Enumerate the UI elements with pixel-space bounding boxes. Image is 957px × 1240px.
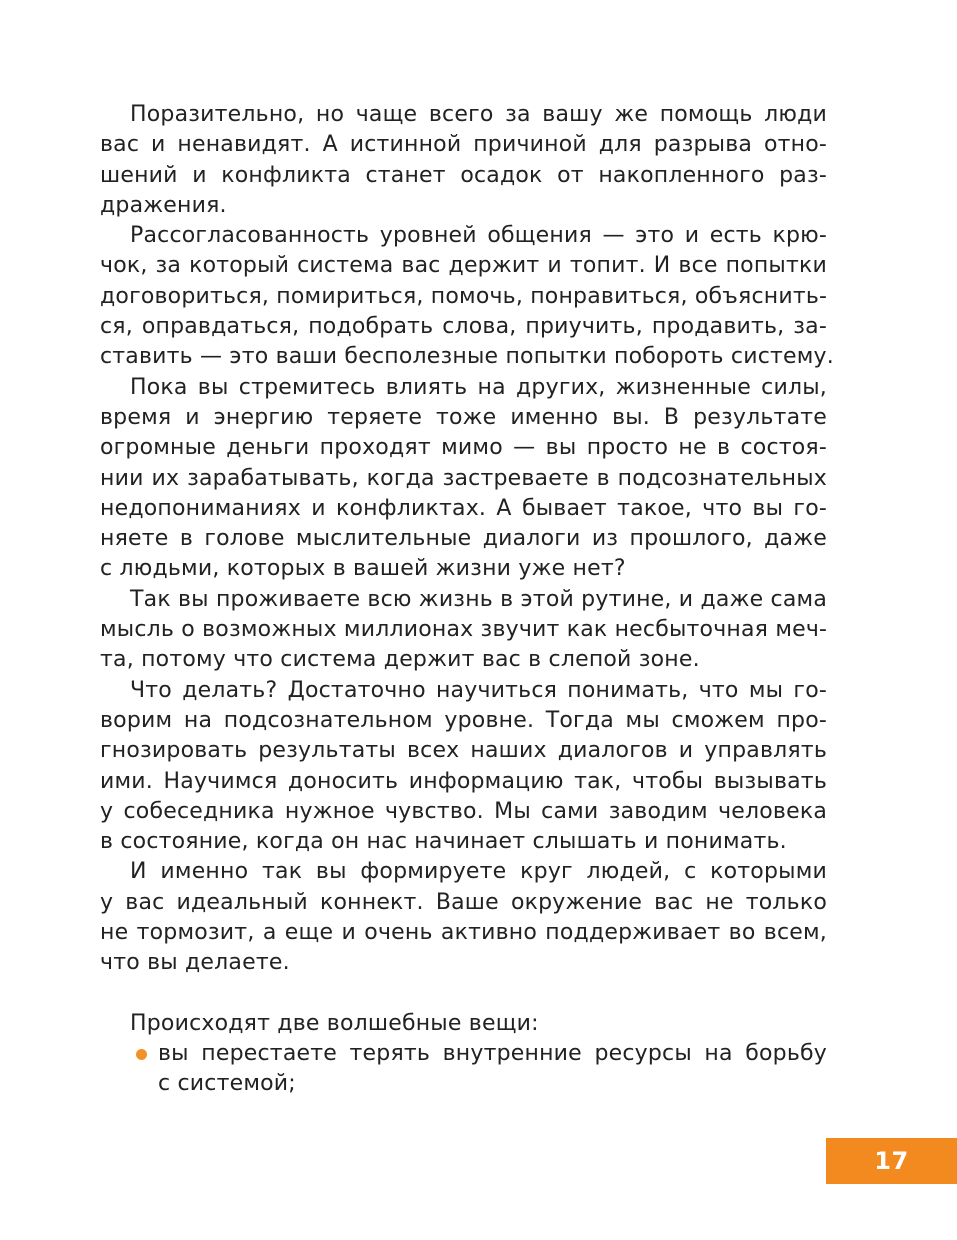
page-number-badge — [826, 1138, 957, 1184]
text-line: время и энергию теряете тоже именно вы. В результате — [100, 404, 827, 430]
body-text — [100, 100, 834, 1100]
text-line: мысль о возможных миллионах звучит как несбыточная меч- — [100, 617, 828, 643]
text-line: Рассогласованность уровней общения — это и есть крю- — [130, 223, 827, 249]
bullet-line — [100, 1039, 827, 1069]
bullet-dot-icon — [136, 1049, 147, 1060]
list-intro: Происходят две волшебные вещи: — [130, 1010, 539, 1036]
text-line: ими. Научимся доносить информацию так, чтобы вызывать — [100, 768, 827, 794]
text-line: не тормозит, а еще и очень активно поддерживает во всем, — [100, 920, 827, 946]
text-line: нии их зарабатывать, когда застреваете в подсознательных — [100, 465, 827, 491]
text-line: ворим на подсознательном уровне. Тогда мы сможем про- — [100, 707, 827, 733]
text-line: ся, оправдаться, подобрать слова, приучить, продавить, за- — [100, 314, 827, 340]
text-line: Что делать? Достаточно научиться понимать, что мы го- — [130, 677, 827, 703]
text-line: шений и конфликта станет осадок от накопленного раз- — [100, 162, 827, 188]
text-line: Поразительно, но чаще всего за вашу же помощь люди — [130, 102, 827, 127]
text-line: дражения. — [100, 192, 227, 218]
text-line: ставить — это ваши бесполезные попытки побороть систему. — [100, 344, 834, 370]
text-line: Пока вы стремитесь влиять на других, жизненные силы, — [130, 374, 827, 400]
text-line: та, потому что система держит вас в слепой зоне. — [100, 647, 700, 673]
page-number: 17 — [874, 1147, 909, 1175]
text-line: огромные деньги проходят мимо — вы просто не в состоя- — [100, 435, 827, 461]
text-line: Так вы проживаете всю жизнь в этой рутине, и даже сама — [130, 586, 827, 612]
text-line: гнозировать результаты всех наших диалогов и управлять — [100, 738, 827, 764]
text-line: И именно так вы формируете круг людей, с которыми — [130, 859, 827, 885]
text-line: недопониманиях и конфликтах. А бывает такое, что вы го- — [100, 495, 827, 521]
bullet-continuation: с системой; — [158, 1071, 296, 1097]
text-line: чок, за который система вас держит и топит. И все попытки — [100, 253, 827, 279]
bullet-text: вы перестаете терять внутренние ресурсы на борьбу — [158, 1040, 827, 1066]
bullet-list — [100, 1039, 827, 1100]
text-line: в состояние, когда он нас начинает слышать и понимать. — [100, 829, 787, 855]
text-line: с людьми, которых в вашей жизни уже нет? — [100, 556, 626, 582]
text-line: у собеседника нужное чувство. Мы сами заводим человека — [100, 798, 827, 824]
list-item — [100, 1039, 827, 1100]
paragraph-gap — [100, 979, 827, 1009]
text-line: что вы делаете. — [100, 950, 290, 976]
text-line: вас и ненавидят. А истинной причиной для разрыва отно- — [100, 132, 827, 158]
text-line: договориться, помириться, помочь, понравиться, объяснить- — [100, 283, 828, 309]
text-line: у вас идеальный коннект. Ваше окружение вас не только — [100, 889, 827, 915]
text-line: няете в голове мыслительные диалоги из прошлого, даже — [100, 526, 827, 552]
